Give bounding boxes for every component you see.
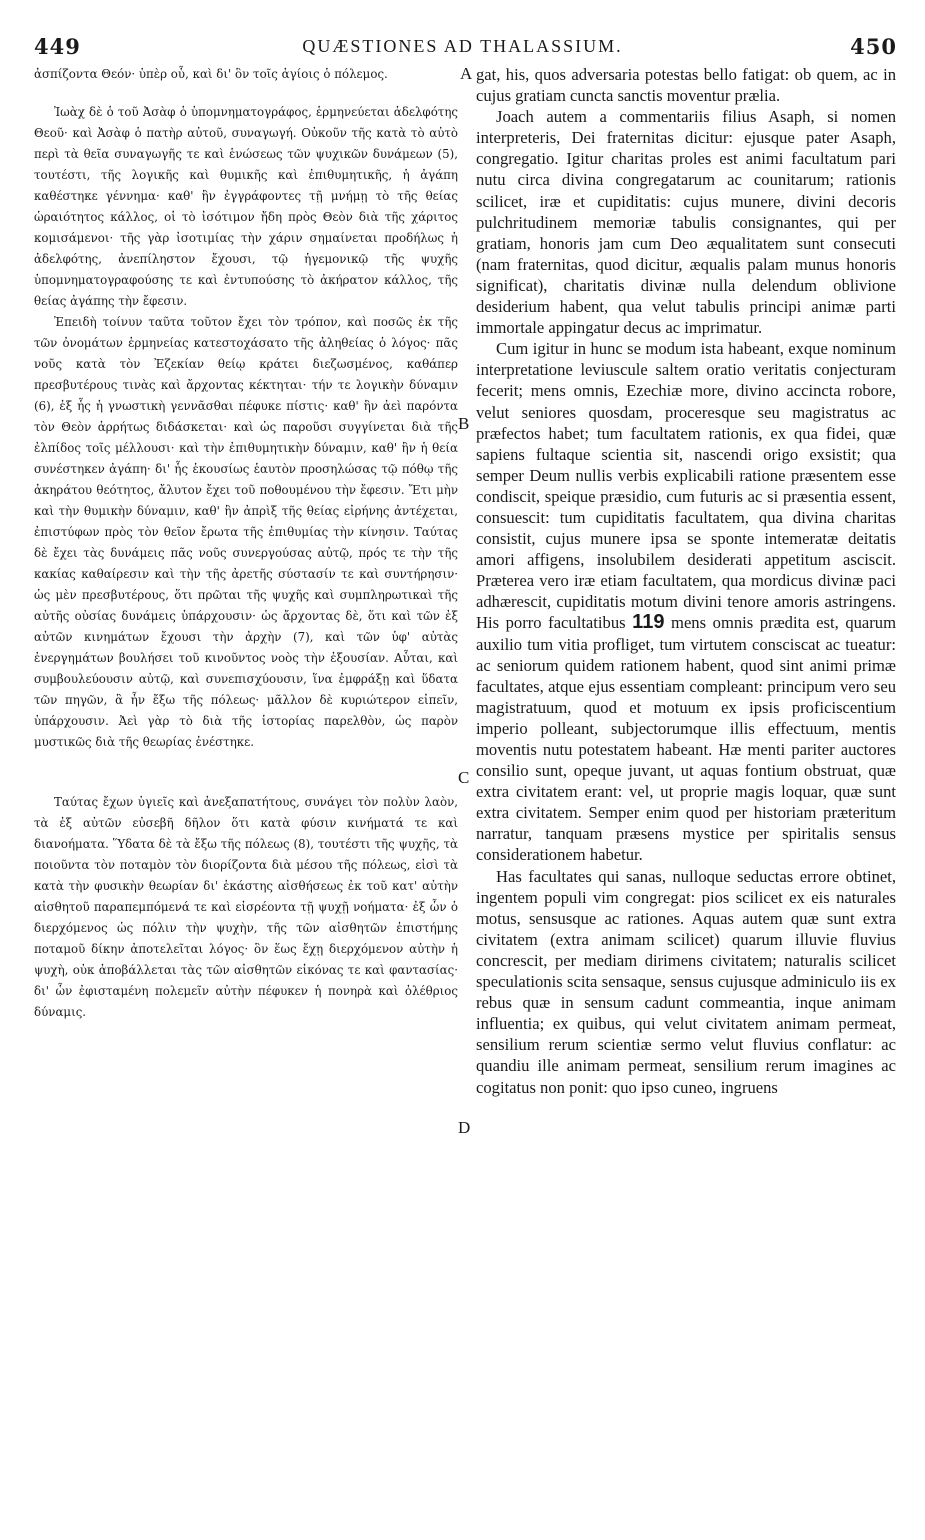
greek-paragraph-1: ἀσπίζοντα Θεόν· ὑπὲρ οὗ, καὶ δι' ὃν τοῖς ἁγίοις ὁ πόλεμος. <box>34 67 388 81</box>
page-number-right: 450 <box>850 34 897 59</box>
marginal-page-number: 119 <box>632 611 665 634</box>
greek-paragraph-4: Ταύτας ἔχων ὑγιεῖς καὶ ἀνεξαπατήτους, συνάγει τὸν πολὺν λαὸν, τὰ ἐξ αὐτῶν εὐσεβῆ δῆλον ὅτι κατὰ φύσιν κινήματά τε καὶ διανοήματα. Ὕδατα δὲ τὰ ἔξω τῆς πόλεως (8), τουτέστι τῆς ψυχῆς, τὰ ποιοῦντα τὸν ποταμὸν τὸν διορίζοντα διὰ μέσου τῆς πόλεως, εἰσὶ τὰ κατὰ τὴν φυσικὴν θεωρίαν δι' ἑκάστης αἰσθήσεως ἐκ τοῦ κατ' αὐτὴν αἰσθητοῦ παραπεμπόμενά τε καὶ εἰσρέοντα τῇ ψυχῇ νοήματα· ἐξ ὧν ὁ διερχόμενος ὡς πόλιν τὴν ψυχὴν, τῆς τῶν αἰσθητῶν ἐπιστήμης ποταμοῦ δίκην ἀποτελεῖται λόγος· ὃν ἕως ἔχῃ διερχόμενον αὐτὴν ἡ ψυχὴ, οὐκ ἀποβάλλεται τὰς τῶν αἰσθητῶν εἰκόνας τε καὶ φαντασίας· δι' ὧν ἐφισταμένη πολεμεῖν αὐτὴν πέφυκεν ἡ πονηρὰ καὶ ὀλέθριος δύναμις. <box>34 795 458 1019</box>
margin-letter-c: C <box>458 768 470 787</box>
latin-paragraph-2: Joach autem a commentariis filius Asaph, si nomen interpreteris, Dei fraternitas dicitur: ejusque pater Asaph, congregatio. Igitur charitas proles est animi facultatum pari nutu circa divina congregatarum ac counitarum; rationis scilicet, iræ et cupiditatis: cujus munere, divini decoris pulchritudinem memoriæ tabulis consignantes, qui per gratiam, honoris jam cum Deo æqualitatem sunt consecuti (nam fraternitas, quod dicitur, æqualis palam munus honoris significat), charitatis divinæ nulla delendum oblivione desiderium habent, qua velut tabulis principi animæ parti immortale appingatur decus ac imprimatur. <box>476 107 896 338</box>
margin-letter-a: A <box>460 64 473 83</box>
latin-paragraph-3 <box>476 338 896 865</box>
margin-letter-b: B <box>458 414 470 433</box>
greek-paragraph-2: Ἰωὰχ δὲ ὁ τοῦ Ἀσὰφ ὁ ὑπομνηματογράφος, ἑρμηνεύεται ἀδελφότης Θεοῦ· καὶ Ἀσὰφ ὁ πατὴρ αὐτοῦ, συναγωγή. Οὐκοῦν τῆς κατὰ τὸ αὐτὸ περὶ τὰ θεῖα συναγωγῆς τε καὶ ἑνώσεως τῶν ψυχικῶν δυνάμεων (5), τουτέστι, τῆς λογικῆς καὶ θυμικῆς καὶ ἐπιθυμητικῆς, ἡ ἀγάπη καθέστηκε γέννημα· καθ' ἣν ἐγγράφοντες τῇ μνήμῃ τὸ τῆς θείας ὡραιότητος κάλλος, οἱ τὸ ἰσότιμον ἤδη πρὸς Θεὸν διὰ τῆς χάριτος κομισάμενοι· τῆς γὰρ ἰσοτιμίας τὴν χάριν σημαίνεται προδήλως ἡ ἀδελφότης, ἀνεπίληστον ἔχουσι, τῷ ἡγεμονικῷ τῆς ψυχῆς ὑπομνηματογραφούσης τε καὶ ἐντυπούσης τὸ ἀκήρατον κάλλος, τῆς θείας ἀγάπης τὴν ἔφεσιν. <box>34 105 458 308</box>
greek-paragraph-3: Ἐπειδὴ τοίνυν ταῦτα τοῦτον ἔχει τὸν τρόπον, καὶ ποσῶς ἐκ τῆς τῶν ὀνομάτων ἑρμηνείας κατεστοχάσατο τῆς ἀληθείας ὁ λόγος· πᾶς νοῦς κατὰ τὸν Ἐζεκίαν θείῳ κράτει διεζωσμένος, καθάπερ πρεσβυτέρους τινὰς καὶ ἄρχοντας κέκτηται· τήν τε λογικὴν δύναμιν (6), ἐξ ἧς ἡ γνωστικὴ γεννᾶσθαι πέφυκε πίστις· καθ' ἣν ἀεὶ παρόντα τὸν Θεὸν ἀρρήτως διδάσκεται· καὶ ὡς παροῦσι συγγίνεται διὰ τῆς ἐλπίδος τοῖς μέλλουσι· καὶ τὴν ἐπιθυμητικὴν δύναμιν, καθ' ἣν ἡ θεία συνέστηκεν ἀγάπη· δι' ἧς ἑκουσίως ἑαυτὸν προσηλώσας τῷ πόθῳ τῆς ἀκηράτου θεότητος, ἄλυτον ἔχει τοῦ ποθουμένου τὴν ἔφεσιν. Ἔτι μὴν καὶ τὴν θυμικὴν δύναμιν, καθ' ἣν ἀπρὶξ τῆς θείας εἰρήνης ἀντέχεται, ἐπιστύφων πρὸς τὸν θεῖον ἔρωτα τῆς ἐπιθυμίας τὴν κίνησιν. Ταύτας δὲ ἔχει τὰς δυνάμεις πᾶς νοῦς συνεργούσας αὐτῷ, πρός τε τὴν τῆς κακίας καθαίρεσιν καὶ τὴν τῆς ἀρετῆς σύστασίν τε καὶ συντήρησιν· ὡς μὲν πρεσβυτέρους, ὅτι πρῶται τῆς ψυχῆς καὶ συμπληρωτικαὶ τῆς αὐτῆς οὐσίας δυνάμεις ὑπάρχουσιν· ὡς ἄρχοντας δὲ, ὅτι καὶ τῶν ἐξ αὐτῶν κινημάτων ἔχουσι τὴν ἀρχὴν (7), καὶ τῶν ὑφ' αὐτὰς ἐνεργημάτων βουλήσει τοῦ κινοῦντος νοὸς τὴν ἐξουσίαν. Αὗται, καὶ συμβουλεύουσιν αὐτῷ, καὶ συνεπισχύουσιν, ἵνα ἐμφράξῃ καὶ ὕδατα τῶν πηγῶν, ἃ ἦν ἔξω τῆς πόλεως· μᾶλλον δὲ κυριώτερον εἰπεῖν, ὑπάρχουσιν. Ἀεὶ γὰρ τὸ διὰ τῆς ἱστορίας παρελθὸν, ὡς παρὸν μυστικῶς διὰ τῆς θεωρίας ἐνέστηκε. <box>34 315 458 749</box>
latin-paragraph-3-part-1: Cum igitur in hunc se modum ista habeant, exque nominum interpretatione leviuscule saltem oratio veritatis conjecturam fecerit; mens omnis, Ezechiæ more, divino accincta robore, velut seniores quosdam, proceresque seu magistratus ac præfectos habet; tum facultatem rationis, ex qua fidei, quæ sapiens fultaque scientia sit, nascendi origo exsistit; qua semper Deum nullis verbis explicabili ratione præsentem esse condiscit, speique præsidio, cum futuris ac si præsentia essent, consuescit: tum cupiditatis facultatem, qua divina charitas consistit, cujus munere ipsa se sponte intemeratæ deitatis amori affigens, insolubilem desiderati appetitum asciscit. Præterea vero iræ etiam facultatem, qua mordicus divinæ paci adhærescit, cupiditatis motum divini tenore amoris astringens. His porro facultatibus <box>476 339 896 633</box>
margin-letter-d: D <box>458 1118 471 1137</box>
spacer <box>34 85 458 102</box>
spacer <box>34 753 458 792</box>
latin-paragraph-4: Has facultates qui sanas, nulloque seductas errore obtinet, ingentem populi vim congregat: pios scilicet ex eis naturales motus, sensusque ac rationes. Aquas autem quæ sunt extra civitatem (extra animam scilicet) quarum illuvie fluvius concrescit, per mediam dirimens civitatem; naturalis scilicet speculationis scita sensaque, sensus cujusque adminiculo iis ex rebus quæ in sensum cadunt commeantia, inque animam influentia; ex quibus, qui velut civitatem animam permeat, sensilium rerum scientiæ sermo velut fluvius conflatur: ac quandiu ille animam permeat, sensilium rerum imagines ac cogitatus non ponit: quo ipso cuneo, ingruens <box>476 866 896 1097</box>
latin-paragraph-1: gat, his, quos adversaria potestas bello fatigat: ob quem, ac in cujus gratiam cuncta sanctis moventur prælia. <box>476 65 896 106</box>
running-title: QUÆSTIONES AD THALASSIUM. <box>302 36 623 56</box>
latin-column <box>476 64 896 1098</box>
page-header <box>0 34 925 64</box>
greek-column <box>34 64 458 1023</box>
latin-paragraph-3-part-2: mens omnis prædita est, quarum auxilio tum vitia profliget, tum virtutem consciscat ac tueatur: ac seniorum quidem rationem habent, quod sint animi primæ facultates, atque ejus essentiam compleant: principum vero seu magistratuum, quod et motuum ex ipsis proficiscentium imperio polleant, subjectorumque illis effectuum, mentis moventis nutu potestatem habeant. Hæ menti pariter auctores consilio sunt, opeque juvant, ut aquas fontium obstruat, quæ extra civitatem erant: vel, ut proprie magis loquar, quæ sunt extra civitatem. Semper enim quod per historiam præteritum narratur, tanquam præsens mystice per spiritalis sensus considerationem habetur. <box>476 613 897 865</box>
page-number-left: 449 <box>34 34 81 59</box>
